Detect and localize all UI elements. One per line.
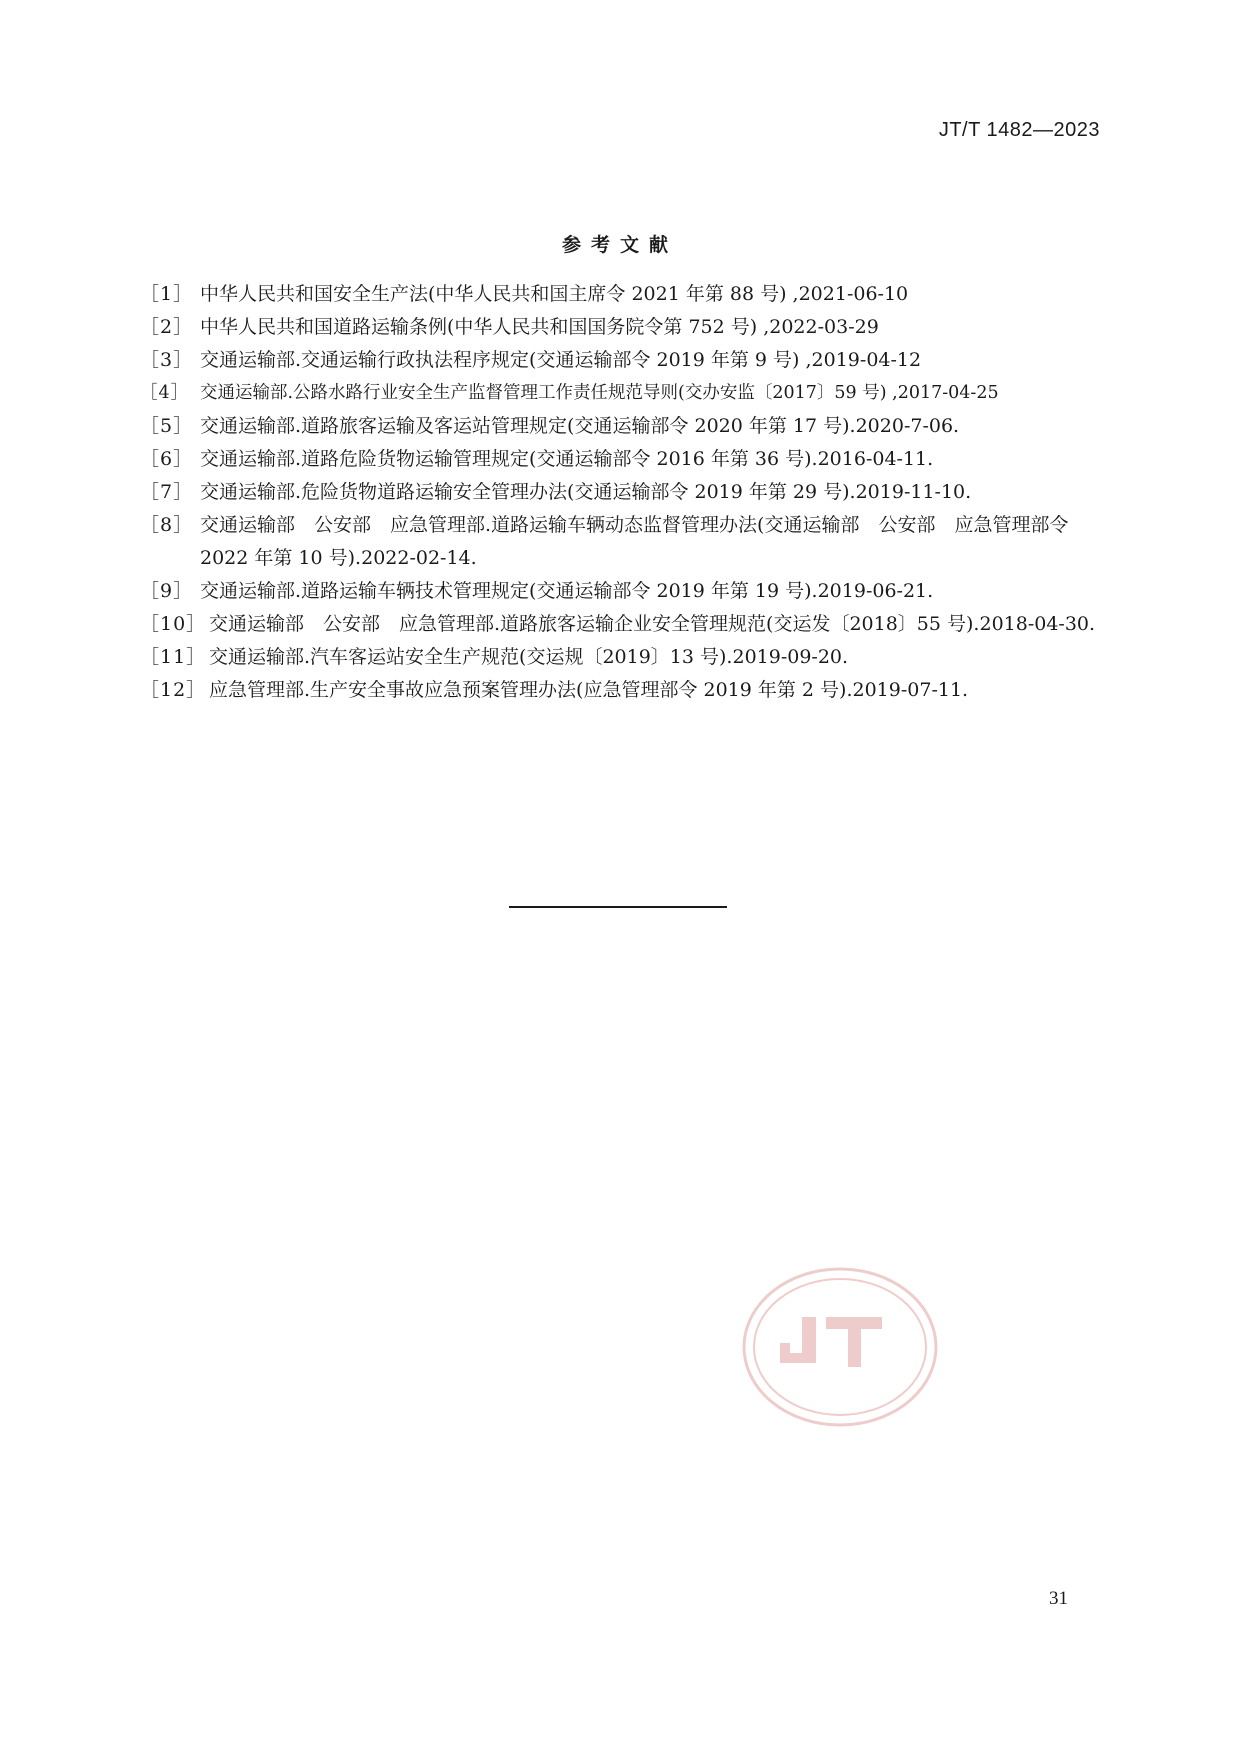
- reference-item: [140, 278, 1100, 311]
- page-number: 31: [1049, 1588, 1068, 1609]
- reference-number: ［6］: [140, 448, 194, 470]
- reference-text: 应急管理部.生产安全事故应急预案管理办法(应急管理部令 2019 年第 2 号).2019-07-11.: [209, 679, 969, 701]
- reference-number: ［2］: [140, 316, 194, 338]
- reference-item: [140, 443, 1100, 476]
- reference-item: [140, 476, 1100, 509]
- reference-text: 交通运输部.汽车客运站安全生产规范(交运规〔2019〕13 号).2019-09-20.: [209, 646, 849, 668]
- reference-text: 交通运输部 公安部 应急管理部.道路旅客运输企业安全管理规范(交运发〔2018〕55 号).2018-04-30.: [209, 613, 1096, 635]
- reference-item: [140, 410, 1100, 443]
- reference-number: ［7］: [140, 481, 194, 503]
- standard-code: JT/T 1482—2023: [938, 119, 1100, 141]
- reference-text: 交通运输部.公路水路行业安全生产监督管理工作责任规范导则(交办安监〔2017〕59 号) ,2017-04-25: [200, 383, 999, 403]
- reference-text: 交通运输部.道路危险货物运输管理规定(交通运输部令 2016 年第 36 号).2016-04-11.: [200, 448, 934, 470]
- reference-text: 交通运输部.道路旅客运输及客运站管理规定(交通运输部令 2020 年第 17 号).2020-7-06.: [200, 415, 960, 437]
- reference-number: ［10］: [140, 613, 207, 635]
- reference-number: ［9］: [140, 580, 194, 602]
- section-title: 参考文献: [561, 234, 678, 256]
- reference-text: 交通运输部.交通运输行政执法程序规定(交通运输部令 2019 年第 9 号) ,2019-04-12: [200, 349, 922, 371]
- reference-item: [140, 509, 1100, 575]
- reference-list: [140, 278, 1100, 707]
- end-divider: [509, 906, 727, 908]
- reference-number: ［11］: [140, 646, 207, 668]
- reference-text: 交通运输部.危险货物道路运输安全管理办法(交通运输部令 2019 年第 29 号).2019-11-10.: [200, 481, 972, 503]
- reference-item: [140, 608, 1100, 641]
- reference-number: ［12］: [140, 679, 207, 701]
- reference-item: [140, 674, 1100, 707]
- jt-seal-logo: [740, 1265, 940, 1430]
- reference-item: [140, 344, 1100, 377]
- reference-item: [140, 641, 1100, 674]
- reference-item: [140, 377, 1100, 410]
- reference-number: ［8］: [140, 514, 194, 536]
- reference-number: ［1］: [140, 283, 194, 305]
- reference-text: 中华人民共和国道路运输条例(中华人民共和国国务院令第 752 号) ,2022-03-29: [200, 316, 879, 338]
- reference-number: ［3］: [140, 349, 194, 371]
- reference-item: [140, 311, 1100, 344]
- reference-number: ［4］: [140, 383, 190, 403]
- reference-item: [140, 575, 1100, 608]
- reference-number: ［5］: [140, 415, 194, 437]
- reference-text: 中华人民共和国安全生产法(中华人民共和国主席令 2021 年第 88 号) ,2021-06-10: [200, 283, 909, 305]
- reference-text: 交通运输部.道路运输车辆技术管理规定(交通运输部令 2019 年第 19 号).2019-06-21.: [200, 580, 934, 602]
- reference-text: 交通运输部 公安部 应急管理部.道路运输车辆动态监督管理办法(交通运输部 公安部 应急管理部令 2022 年第 10 号).2022-02-14.: [200, 514, 1069, 569]
